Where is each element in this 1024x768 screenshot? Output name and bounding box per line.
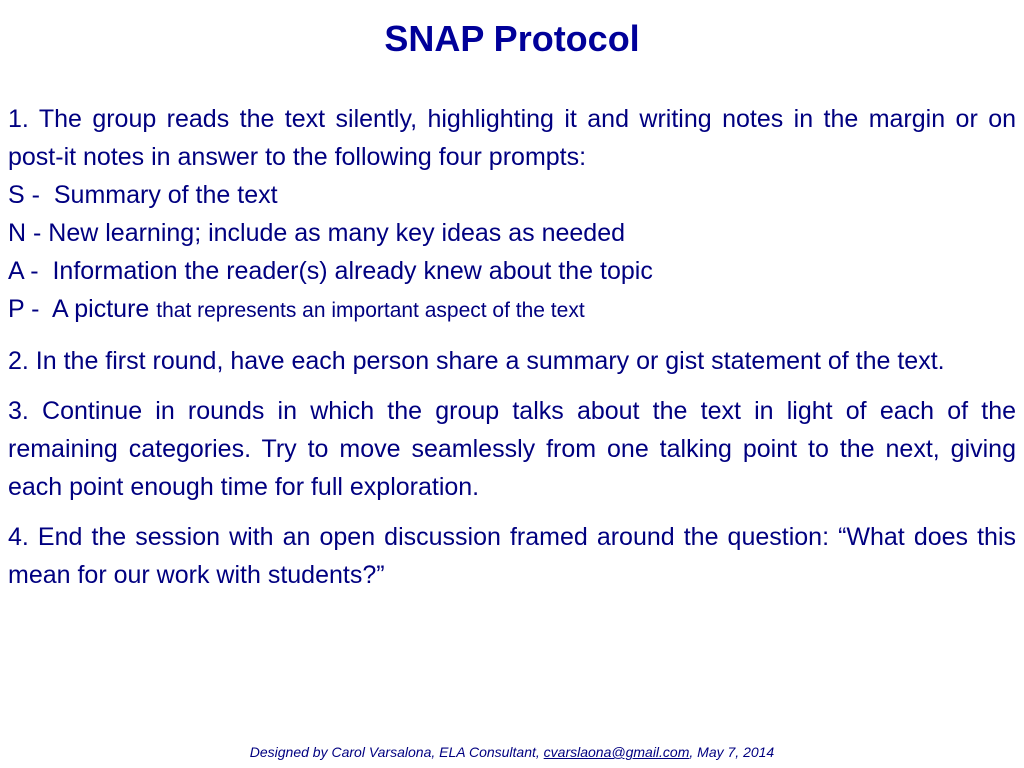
prompt-s: [8, 176, 1016, 214]
footer-credit: [0, 744, 1024, 760]
step-3: 3. Continue in rounds in which the group talks about the text in light of each of the remaining categories. Try to move seamlessly from one talking point to the next, giving each point enough time for full exploration.: [8, 397, 1016, 501]
prompt-p: [8, 290, 1016, 330]
footer-prefix: Designed by Carol Varsalona, ELA Consultant,: [249, 744, 544, 760]
prompt-n-text: New learning; include as many key ideas as needed: [48, 219, 626, 247]
prompt-n-letter: N -: [8, 219, 42, 247]
prompt-p-extra: that represents an important aspect of the text: [156, 299, 585, 322]
prompt-a-letter: A -: [8, 257, 39, 285]
prompt-n: [8, 214, 1016, 252]
prompt-a-text: Information the reader(s) already knew about the topic: [52, 257, 653, 285]
step-1-intro: 1. The group reads the text silently, highlighting it and writing notes in the margin or on post-it notes in answer to the following four prompts:: [8, 105, 1016, 171]
prompt-list: [8, 176, 1016, 330]
footer-suffix: , May 7, 2014: [689, 744, 775, 760]
prompt-p-letter: P -: [8, 295, 40, 323]
prompt-a: [8, 252, 1016, 290]
footer-email-link[interactable]: cvarslaona@gmail.com: [543, 744, 690, 760]
page-title: SNAP Protocol: [384, 18, 640, 59]
step-4: 4. End the session with an open discussion framed around the question: “What does this mean for our work with students?”: [8, 523, 1016, 589]
prompt-p-text: A picture: [52, 295, 150, 323]
step-2: 2. In the first round, have each person share a summary or gist statement of the text.: [8, 347, 945, 375]
prompt-s-letter: S -: [8, 181, 40, 209]
prompt-s-text: Summary of the text: [53, 181, 278, 209]
slide-content: [8, 100, 1016, 594]
